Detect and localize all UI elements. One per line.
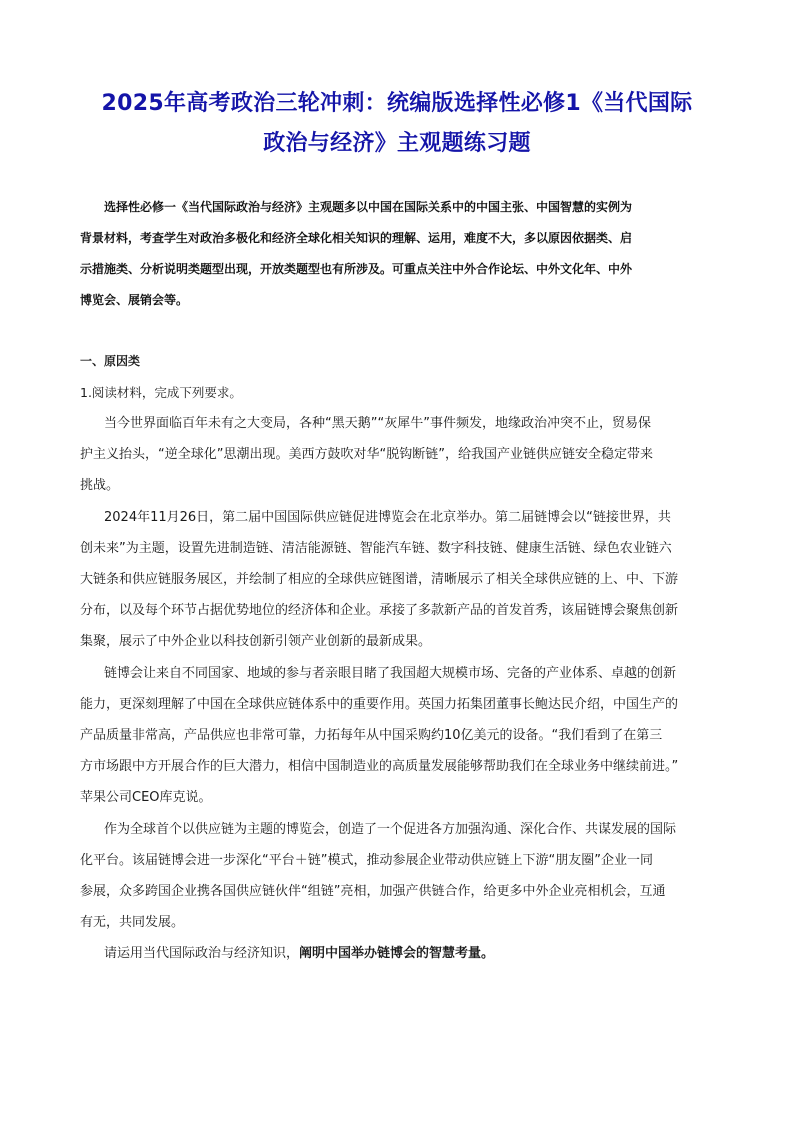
task-emphasis: 阐明中国举办链博会的智慧考量。 [299, 946, 495, 962]
material-line: 化平台。该届链博会进一步深化“平台＋链”模式，推动参展企业带动供应链上下游“朋友圈”企业一同 [80, 852, 653, 868]
title-line-1: 2025年高考政治三轮冲刺：统编版选择性必修1《当代国际 [101, 91, 693, 116]
question-number-line: 1.阅读材料，完成下列要求。 [80, 385, 242, 400]
question-task [80, 938, 730, 969]
material-line: 集聚，展示了中外企业以科技创新引领产业创新的最新成果。 [80, 634, 432, 650]
question-material [80, 408, 730, 970]
material-line: 护主义抬头，“逆全球化”思潮出现。美西方鼓吹对华“脱钩断链”，给我国产业链供应链安全稳定带来 [80, 447, 653, 463]
material-line: 分布，以及每个环节占据优势地位的经济体和企业。承接了多款新产品的首发首秀，该届链博会聚焦创新 [80, 603, 679, 619]
material-line: 创未来”为主题，设置先进制造链、清洁能源链、智能汽车链、数字科技链、健康生活链、绿色农业链六 [80, 540, 672, 556]
title-line-2: 政治与经济》主观题练习题 [263, 131, 531, 156]
material-line: 2024年11月26日，第二届中国国际供应链促进博览会在北京举办。第二届链博会以“链接世界，共 [104, 509, 671, 525]
intro-line: 选择性必修一《当代国际政治与经济》主观题多以中国在国际关系中的中国主张、中国智慧的实例为 [104, 200, 633, 214]
material-line: 作为全球首个以供应链为主题的博览会，创造了一个促进各方加强沟通、深化合作、共谋发展的国际 [104, 821, 677, 837]
intro-line: 博览会、展销会等。 [80, 293, 189, 307]
material-line: 参展，众多跨国企业携各国供应链伙伴“组链”亮相，加强产供链合作，给更多中外企业亮相机会，互通 [80, 884, 666, 900]
intro-line: 示措施类、分析说明类题型出现，开放类题型也有所涉及。可重点关注中外合作论坛、中外文化年、中外 [80, 262, 633, 276]
section-heading: 一、原因类 [80, 354, 141, 368]
material-line: 苹果公司CEO库克说。 [80, 790, 212, 806]
intro-line: 背景材料，考查学生对政治多极化和经济全球化相关知识的理解、运用，难度不大，多以原因依据类、启 [80, 231, 633, 245]
task-prefix: 请运用当代国际政治与经济知识， [104, 946, 300, 962]
material-line: 产品质量非常高，产品供应也非常可靠，力拓每年从中国采购约10亿美元的设备。“我们看到了在第三 [80, 728, 663, 744]
material-line: 能力，更深刻理解了中国在全球供应链体系中的重要作用。英国力拓集团董事长鲍达民介绍，中国生产的 [80, 696, 679, 712]
material-line: 挑战。 [80, 478, 120, 494]
material-line: 有无，共同发展。 [80, 915, 185, 931]
material-line: 方市场跟中方开展合作的巨大潜力，相信中国制造业的高质量发展能够帮助我们在全球业务中继续前进。” [80, 759, 679, 775]
material-line: 当今世界面临百年未有之大变局，各种“黑天鹅”“灰犀牛”事件频发，地缘政治冲突不止，贸易保 [104, 416, 651, 431]
material-line: 大链条和供应链服务展区，并绘制了相应的全球供应链图谱，清晰展示了相关全球供应链的上、中、下游 [80, 572, 679, 588]
document-title [60, 84, 734, 164]
intro-paragraph [80, 192, 720, 316]
material-line: 链博会让来自不同国家、地域的参与者亲眼目睹了我国超大规模市场、完备的产业体系、卓越的创新 [104, 665, 677, 681]
